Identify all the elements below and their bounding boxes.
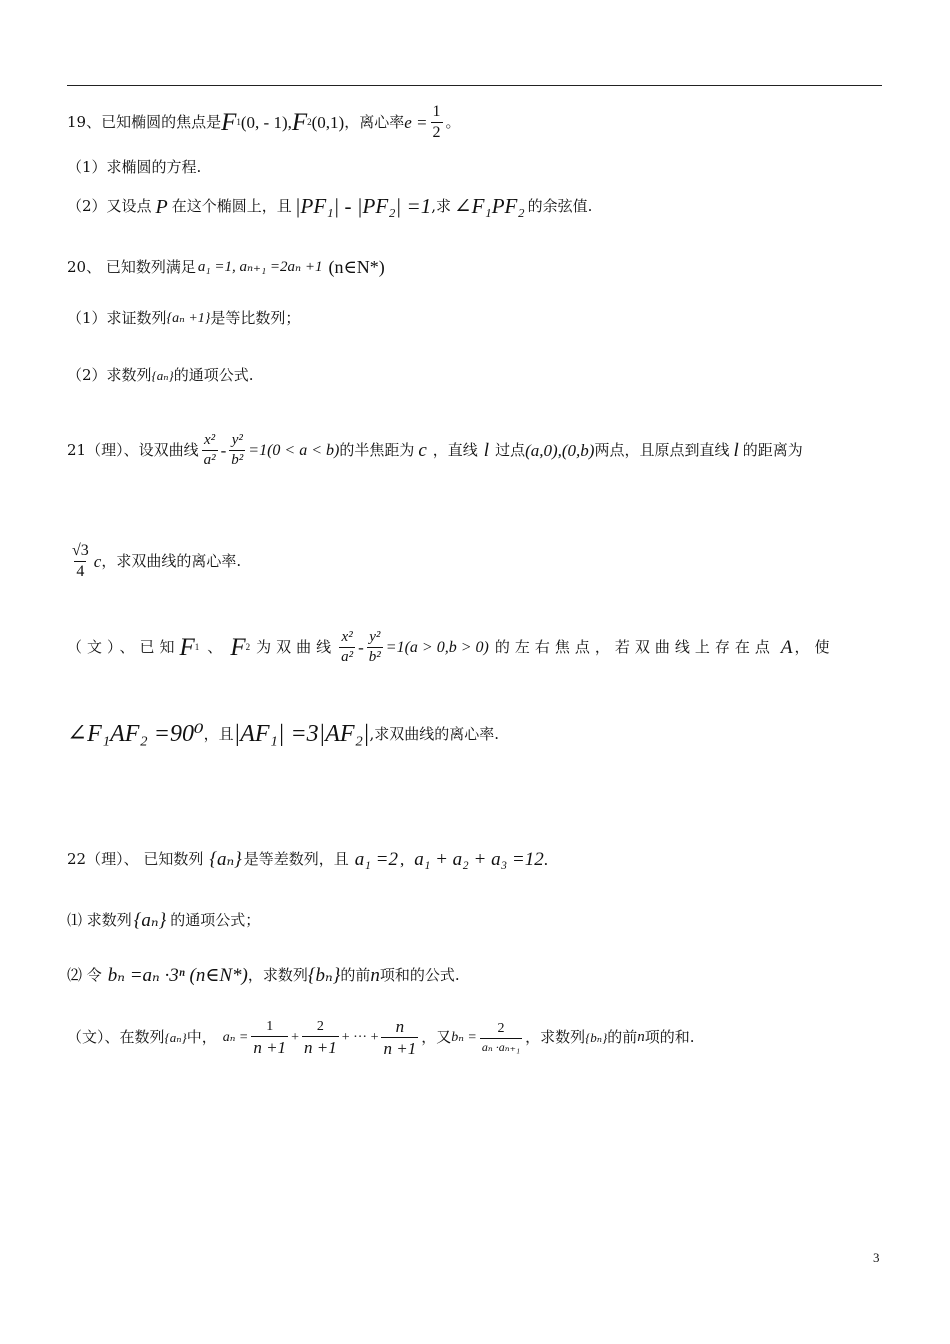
q21-li-line2 bbox=[67, 543, 241, 580]
q22-bn: bₙ = bbox=[451, 1029, 477, 1045]
angle-f1af2: ∠F₁AF₂ =90⁰ bbox=[67, 721, 204, 747]
page-number: 3 bbox=[873, 1250, 880, 1265]
var-n-2: n bbox=[637, 1029, 645, 1045]
q20-part2 bbox=[67, 368, 254, 383]
wen-f1: F bbox=[179, 634, 195, 661]
frac-2-num: 2 bbox=[316, 1018, 324, 1034]
a-squared: a² bbox=[203, 452, 216, 468]
q22-wen-d: ，求数列 bbox=[525, 1028, 586, 1046]
q21-points: (a,0),(0,b) bbox=[525, 441, 595, 460]
q20-p2-b: 的通项公式. bbox=[173, 366, 254, 384]
point-a: A bbox=[780, 637, 793, 658]
frac-4-den: aₙ ·aₙ₊₁ bbox=[481, 1040, 521, 1054]
q22-p2-d: 项和的公式. bbox=[379, 966, 460, 984]
var-c-2: c bbox=[93, 552, 102, 571]
q21-wen-c: 的左右焦点，若双曲线上存在点 bbox=[494, 638, 775, 656]
q22-seq-an: {aₙ} bbox=[209, 849, 242, 870]
q22-part1 bbox=[67, 911, 260, 930]
hyperbola-y-term bbox=[229, 433, 245, 468]
q19-p2-c: ,求 bbox=[431, 197, 451, 215]
q22-li-stem: 22（理）、 已知数列 {aₙ} 是等差数列，且 a₁ =2 , a₁ + a₂ + a₃ =12 . bbox=[67, 849, 548, 870]
wen-y-term bbox=[367, 630, 383, 665]
focus-f2-coord: (0,1) bbox=[311, 113, 345, 132]
ecc-var: e = bbox=[404, 113, 428, 132]
q21-wen2-b: ,求双曲线的离心率. bbox=[369, 724, 500, 743]
frac-1 bbox=[251, 1020, 288, 1056]
x-squared: x² bbox=[204, 432, 216, 448]
frac-3 bbox=[381, 1018, 418, 1057]
line-l-2: l bbox=[733, 440, 739, 461]
q19-condition: |PF₁| - |PF₂| =1 bbox=[294, 194, 432, 218]
q21-li-f: 两点，且原点到直线 bbox=[594, 441, 730, 459]
q19-part1-text: （1）求椭圆的方程. bbox=[67, 158, 202, 176]
wen-b-squared: b² bbox=[368, 649, 381, 665]
ecc-den: 2 bbox=[432, 124, 441, 141]
q20-stem bbox=[67, 258, 385, 276]
ecc-fraction bbox=[431, 104, 443, 141]
frac-2 bbox=[302, 1020, 339, 1056]
q21-wen-line2 bbox=[67, 722, 499, 746]
q20-seq-an-plus-1: {aₙ +1} bbox=[166, 310, 211, 326]
wen-x-squared: x² bbox=[341, 629, 353, 645]
wen-f2-sub: 2 bbox=[245, 642, 251, 652]
q22-part2 bbox=[67, 966, 460, 985]
q20-p1-b: 是等比数列； bbox=[210, 309, 301, 327]
q22-wen-c: ，又 bbox=[421, 1028, 452, 1046]
q22-bn-def: bₙ =aₙ ·3ⁿ (n∈N*) bbox=[107, 965, 248, 986]
q19-stem bbox=[67, 104, 461, 141]
q21-wen-stem: （文）、已知 F 1 、 F 2 为双曲线 $\frac{\text{x²}}{\text{a²}}$ - $\frac{\text{y²}}{\text{b²}}$ =1(a > 0,b > 0) 的左右焦点，若双曲线上存在点 A ，使 bbox=[67, 629, 835, 665]
q22-p1-a: ⑴ 求数列 bbox=[67, 911, 132, 929]
q22-p2-b: ，求数列 bbox=[247, 966, 308, 984]
q21-li2-text: ，求双曲线的离心率. bbox=[101, 552, 242, 570]
y-squared: y² bbox=[231, 432, 243, 448]
q22-p1-b: 的通项公式； bbox=[170, 911, 261, 929]
q20-p1-a: （1）求证数列 bbox=[67, 309, 167, 327]
q19-p2-b: 在这个椭圆上，且 bbox=[171, 197, 292, 215]
q22-p2-c: 的前 bbox=[340, 966, 371, 984]
q22-li-b: 是等差数列，且 bbox=[243, 850, 349, 868]
wen-sep: 、 bbox=[207, 638, 223, 656]
q22-seq-bn: {bₙ} bbox=[307, 965, 341, 986]
frac-4-num: 2 bbox=[497, 1021, 505, 1036]
q21-wen-b: 为双曲线 bbox=[256, 638, 337, 656]
q22-wen-seq: {aₙ} bbox=[164, 1030, 187, 1045]
q22-wen-b: 中， bbox=[186, 1028, 217, 1046]
var-n: n bbox=[370, 965, 380, 986]
q20-text: 20、 已知数列满足 bbox=[67, 257, 196, 276]
q21-li-d: ，直线 bbox=[432, 441, 478, 459]
point-p: P bbox=[155, 195, 168, 218]
wen-y-squared: y² bbox=[369, 629, 381, 645]
q21-li-stem: 21（理）、设双曲线 $\frac{\text{x²}}{\text{a²}}$ - $\frac{\text{y²}}{\text{b²}}$ =1(0 < a < b) 的半焦距为 c ，直线 l 过点 (a,0),(0,b) 两点，且原点到直线 l 的距离为 bbox=[67, 432, 803, 468]
q20-part1 bbox=[67, 311, 300, 326]
frac-1-den: n +1 bbox=[253, 1037, 287, 1057]
focus-f1: F bbox=[221, 109, 237, 136]
q22-li-a: 22（理）、 已知数列 bbox=[67, 850, 204, 868]
q22-wen-f: 项的和. bbox=[644, 1028, 695, 1046]
var-c: c bbox=[418, 440, 427, 461]
q21-li-condition: =1(0 < a < b) bbox=[248, 441, 340, 459]
q20-recurrence: a₁ =1, aₙ₊₁ =2aₙ +1 bbox=[197, 258, 323, 275]
q19-part2 bbox=[67, 196, 592, 217]
q21-li-e: 过点 bbox=[495, 441, 526, 459]
q21-wen2-a: ，且 bbox=[203, 724, 234, 743]
q19-end: 。 bbox=[445, 113, 461, 131]
ecc-num: 1 bbox=[432, 103, 441, 120]
wen-f1-sub: 1 bbox=[194, 642, 200, 652]
four: 4 bbox=[76, 563, 85, 580]
q21-li-g: 的距离为 bbox=[742, 441, 803, 459]
wen-a-squared: a² bbox=[341, 649, 354, 665]
q21-wen-condition2: |AF₁| =3|AF₂| bbox=[233, 721, 370, 747]
q22-sum: a₁ + a₂ + a₃ =12 bbox=[414, 849, 544, 870]
q21-li-b: 的半焦距为 bbox=[339, 441, 415, 459]
q19-part1 bbox=[67, 160, 201, 175]
q21-wen-a: （文）、已知 bbox=[67, 638, 180, 656]
q22-wen-stem: （文）、在数列 {aₙ} 中， aₙ = $\frac{1}{n +1}$ + $\frac{2}{n +1}$ + ··· + $\frac{n}{n +1}$ ，又 bₙ = $\frac{2}{\text{aₙ ·aₙ₊₁}}$ ，求数列 {bₙ} 的前 n 项的和. bbox=[67, 1017, 695, 1058]
dots: + ··· + bbox=[341, 1029, 379, 1045]
sqrt3: √3 bbox=[72, 542, 89, 559]
q21-li-a: 21（理）、设双曲线 bbox=[67, 441, 199, 459]
frac-2-den: n +1 bbox=[303, 1037, 337, 1057]
q22-p1-seq: {aₙ} bbox=[133, 910, 167, 931]
hyperbola-x-term bbox=[202, 433, 218, 468]
focus-f2: F bbox=[291, 109, 308, 136]
frac-1-num: 1 bbox=[266, 1018, 274, 1034]
b-squared: b² bbox=[231, 452, 244, 468]
q22-wen-seq-bn: {bₙ} bbox=[585, 1030, 608, 1045]
angle-f1pf2: ∠F₁PF₂ bbox=[453, 194, 525, 218]
header-rule bbox=[67, 85, 882, 86]
ecc-label: ，离心率 bbox=[344, 113, 405, 131]
q22-p2-a: ⑵ 令 bbox=[67, 966, 102, 984]
focus-f1-coord: (0, - 1), bbox=[240, 113, 292, 132]
q20-seq-an: {aₙ} bbox=[151, 368, 174, 383]
frac-3-den: n +1 bbox=[383, 1039, 417, 1058]
q22-a1: a₁ =2 bbox=[354, 849, 398, 870]
q21-wen-d: ，使 bbox=[794, 638, 835, 656]
q19-text: 19、已知椭圆的焦点是 bbox=[67, 113, 222, 131]
q22-wen-a: （文）、在数列 bbox=[67, 1028, 165, 1046]
focus-f1-sub: 1 bbox=[236, 117, 241, 127]
frac-3-num: n bbox=[395, 1017, 405, 1036]
wen-x-term bbox=[339, 630, 355, 665]
distance-fraction bbox=[70, 543, 91, 580]
q22-wen-e: 的前 bbox=[607, 1028, 638, 1046]
focus-f2-sub: 2 bbox=[307, 117, 312, 127]
q19-p2-a: （2）又设点 bbox=[67, 197, 152, 215]
q22-an: aₙ = bbox=[222, 1029, 249, 1045]
q21-wen-condition: =1(a > 0,b > 0) bbox=[385, 638, 489, 656]
line-l: l bbox=[483, 440, 490, 461]
frac-4 bbox=[480, 1022, 522, 1053]
q19-p2-d: 的余弦值. bbox=[527, 197, 593, 215]
wen-f2: F bbox=[230, 634, 246, 661]
q20-p2-a: （2）求数列 bbox=[67, 366, 152, 384]
q20-domain: (n∈N*) bbox=[328, 257, 385, 277]
